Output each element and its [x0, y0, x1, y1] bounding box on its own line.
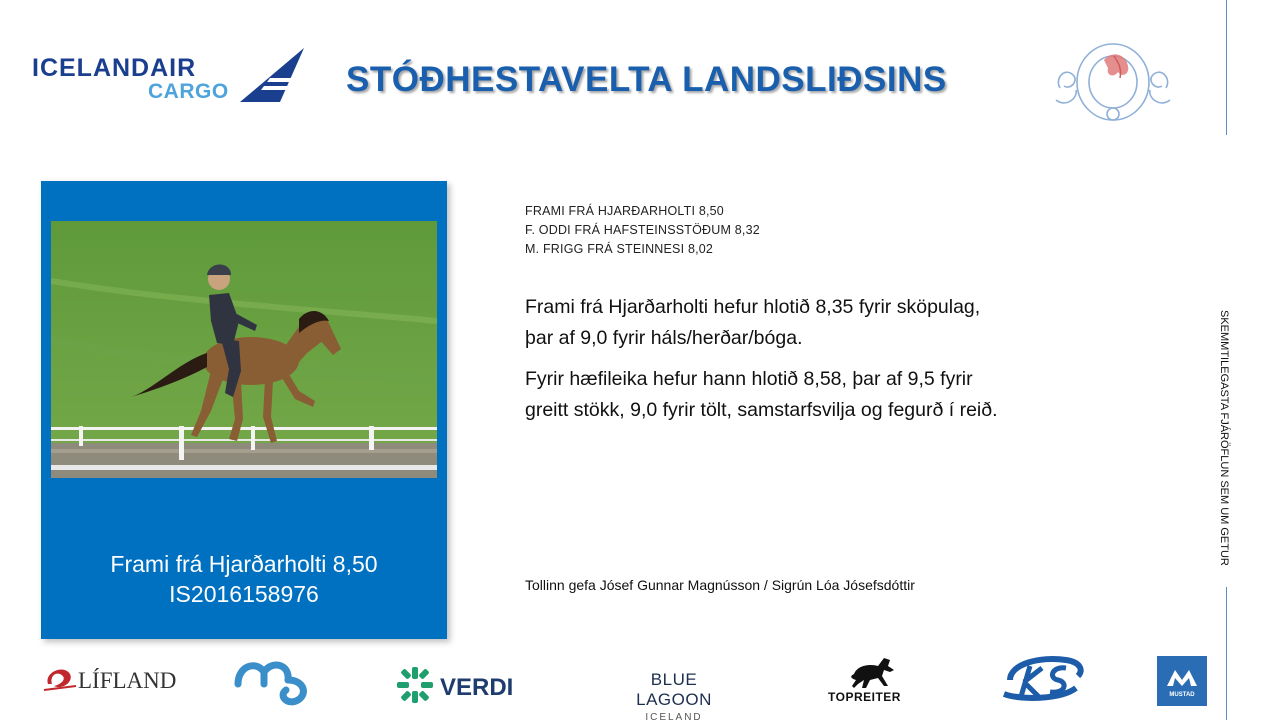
- topreiter-horse-icon: [848, 654, 898, 690]
- side-slogan-text: SKEMMTILEGASTA FJÁRÖFLUN SEM UM GETUR: [1218, 310, 1230, 566]
- sponsor-verdi-logo: [396, 650, 526, 710]
- sponsor-topreiter-logo: [824, 650, 920, 710]
- blue-lagoon-wordmark: BLUE LAGOON: [636, 670, 712, 709]
- sponsor-mustad-logo: [1157, 656, 1207, 706]
- side-slogan: [1218, 310, 1230, 566]
- sponsor-ms-logo-icon: [234, 650, 316, 710]
- mustad-wordmark: MUSTAD: [1169, 692, 1195, 698]
- lifland-swirl-icon: [42, 662, 78, 696]
- mustad-mountain-icon: [1167, 664, 1197, 688]
- right-rule-top: [1226, 0, 1227, 135]
- horse-card: [41, 181, 447, 639]
- pedigree-line-horse: FRAMI FRÁ HJARÐARHOLTI 8,50: [525, 204, 724, 218]
- horse-id-caption: IS2016158976: [169, 581, 319, 607]
- icelandair-sail-icon: [240, 48, 304, 102]
- pedigree-line-sire: F. ODDI FRÁ HAFSTEINSSTÖÐUM 8,32: [525, 223, 760, 237]
- description-ability: Fyrir hæfileika hefur hann hlotið 8,58, þar af 9,5 fyrir greitt stökk, 9,0 fyrir tölt, samstarfsvilja og fegurð í reið.: [525, 368, 998, 421]
- pedigree-line-dam: M. FRIGG FRÁ STEINNESI 8,02: [525, 242, 714, 256]
- sponsor-ks-logo-icon: [1000, 650, 1086, 710]
- right-rule-bottom: [1226, 587, 1227, 720]
- lifland-wordmark: LÍFLAND: [78, 668, 177, 693]
- topreiter-wordmark: TOPREITER: [828, 690, 901, 704]
- donor-credit: Tollinn gefa Jósef Gunnar Magnússon / Sigrún Lóa Jósefsdóttir: [525, 577, 915, 593]
- verdi-wordmark: VERDI: [440, 674, 514, 701]
- page-title: STÓÐHESTAVELTA LANDSLIÐSINS: [346, 60, 947, 99]
- verdi-star-icon: [396, 666, 434, 704]
- description-conformation: Frami frá Hjarðarholti hefur hlotið 8,35 fyrir sköpulag, þar af 9,0 fyrir háls/herðar/bóga.: [525, 296, 981, 349]
- sponsor-blue-lagoon-logo: [618, 650, 730, 723]
- horse-photo: [51, 221, 437, 478]
- sponsor-lifland-logo: [42, 650, 182, 710]
- icelandair-wordmark: ICELANDAIR: [32, 54, 197, 82]
- icelandair-cargo-logo: [32, 46, 312, 106]
- landssamband-hestamannafelaga-seal-icon: [1052, 38, 1174, 128]
- horse-name-caption: Frami frá Hjarðarholti 8,50: [110, 551, 378, 577]
- cargo-wordmark: CARGO: [148, 80, 229, 103]
- blue-lagoon-subtitle: ICELAND: [645, 712, 703, 723]
